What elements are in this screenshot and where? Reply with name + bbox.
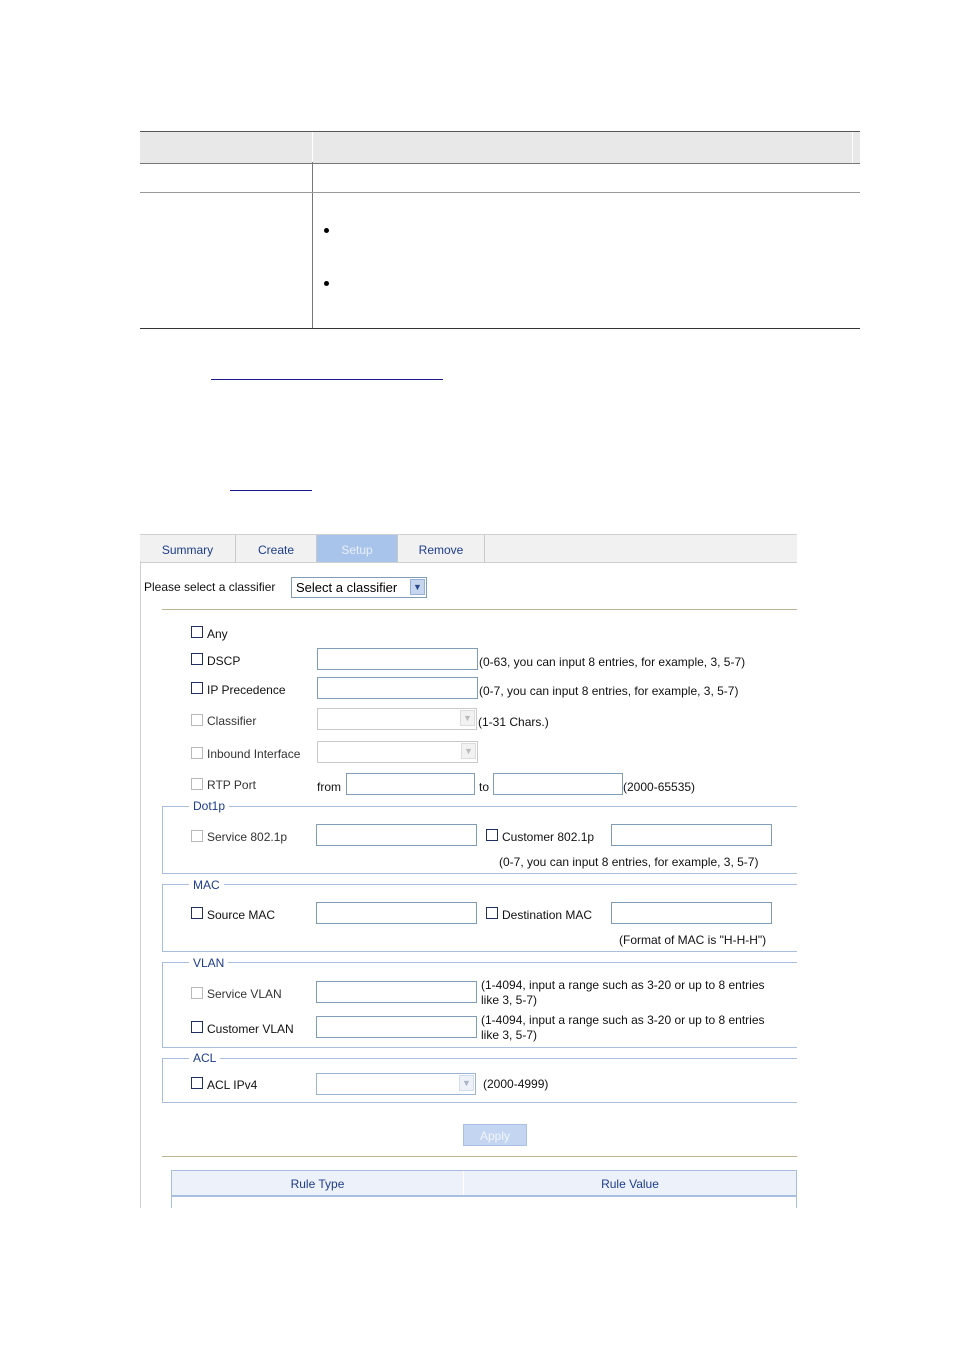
- dot1p-hint: (0-7, you can input 8 entries, for example, 3, 5-7): [499, 855, 759, 869]
- rtp-port-from-input[interactable]: [346, 773, 475, 795]
- column-header-rule-type[interactable]: Rule Type: [290, 1177, 345, 1191]
- inbound-interface-label: Inbound Interface: [207, 747, 301, 761]
- rtp-port-checkbox[interactable]: [191, 778, 203, 790]
- service-vlan-label: Service VLAN: [207, 987, 282, 1001]
- customer-802-1p-checkbox[interactable]: [486, 829, 498, 841]
- rtp-port-to-input[interactable]: [493, 773, 623, 795]
- header-separator: [852, 132, 853, 163]
- mac-hint: (Format of MAC is "H-H-H"): [619, 933, 767, 947]
- classifier-rule-select[interactable]: [317, 708, 477, 730]
- dscp-label: DSCP: [207, 654, 241, 668]
- dscp-hint: (0-63, you can input 8 entries, for example, 3, 5-7): [479, 655, 746, 669]
- customer-802-1p-input[interactable]: [611, 824, 772, 846]
- customer-vlan-checkbox[interactable]: [191, 1021, 203, 1033]
- document-table-header: [140, 131, 860, 164]
- service-vlan-input[interactable]: [316, 981, 477, 1003]
- divider: [162, 1156, 797, 1157]
- acl-ipv4-hint: (2000-4999): [483, 1077, 549, 1091]
- customer-802-1p-label: Customer 802.1p: [502, 830, 595, 844]
- rtp-port-label: RTP Port: [207, 778, 256, 792]
- ip-precedence-checkbox[interactable]: [191, 682, 203, 694]
- classifier-label: Classifier: [207, 714, 257, 728]
- tab-bar: [140, 534, 797, 563]
- destination-mac-checkbox[interactable]: [486, 907, 498, 919]
- source-mac-label: Source MAC: [207, 908, 276, 922]
- chevron-down-icon: ▼: [460, 710, 475, 726]
- chevron-down-icon[interactable]: ▼: [410, 579, 425, 595]
- divider: [162, 609, 797, 610]
- classifier-select-value: Select a classifier: [296, 580, 398, 595]
- column-header-rule-value[interactable]: Rule Value: [601, 1177, 659, 1191]
- service-802-1p-label: Service 802.1p: [207, 830, 288, 844]
- service-802-1p-checkbox[interactable]: [191, 830, 203, 842]
- service-802-1p-input[interactable]: [316, 824, 477, 846]
- panel-left-border: [140, 561, 141, 1208]
- service-vlan-checkbox[interactable]: [191, 987, 203, 999]
- rtp-port-hint: (2000-65535): [623, 780, 696, 794]
- document-table: [140, 131, 860, 329]
- qos-classifier-setup-panel: [140, 534, 797, 1208]
- tab-remove[interactable]: Remove: [398, 535, 485, 562]
- destination-mac-input[interactable]: [611, 902, 772, 924]
- bullet-point: [324, 281, 329, 286]
- header-separator: [312, 132, 313, 163]
- classifier-checkbox[interactable]: [191, 714, 203, 726]
- document-link-underline[interactable]: [230, 490, 312, 491]
- acl-fieldset: [162, 1058, 797, 1103]
- ip-precedence-hint: (0-7, you can input 8 entries, for example, 3, 5-7): [479, 684, 739, 698]
- any-checkbox[interactable]: [191, 626, 203, 638]
- source-mac-checkbox[interactable]: [191, 907, 203, 919]
- mac-legend: MAC: [189, 878, 224, 892]
- ip-precedence-input[interactable]: [317, 677, 478, 699]
- column-divider: [312, 162, 313, 329]
- customer-vlan-input[interactable]: [316, 1016, 477, 1038]
- classifier-select-label: Please select a classifier: [144, 580, 276, 594]
- any-label: Any: [207, 627, 228, 641]
- dscp-input[interactable]: [317, 648, 478, 670]
- service-vlan-hint: (1-4094, input a range such as 3-20 or up to 8 entries: [481, 978, 765, 992]
- customer-vlan-hint: (1-4094, input a range such as 3-20 or up to 8 entries: [481, 1013, 765, 1027]
- inbound-interface-checkbox[interactable]: [191, 747, 203, 759]
- rtp-port-to-label: to: [479, 780, 490, 794]
- apply-button[interactable]: Apply: [463, 1124, 527, 1146]
- bullet-point: [324, 228, 329, 233]
- acl-ipv4-checkbox[interactable]: [191, 1077, 203, 1089]
- vlan-legend: VLAN: [189, 956, 228, 970]
- rule-table-header: [172, 1171, 796, 1197]
- acl-ipv4-label: ACL IPv4: [207, 1078, 258, 1092]
- tab-setup[interactable]: Setup: [317, 535, 398, 562]
- table-bottom-border: [140, 328, 860, 329]
- row-divider: [140, 192, 860, 193]
- chevron-down-icon: ▼: [461, 743, 476, 759]
- acl-legend: ACL: [189, 1051, 220, 1065]
- service-vlan-hint: like 3, 5-7): [481, 993, 538, 1007]
- document-link-underline[interactable]: [211, 379, 443, 380]
- dot1p-legend: Dot1p: [189, 799, 229, 813]
- customer-vlan-hint: like 3, 5-7): [481, 1028, 538, 1042]
- source-mac-input[interactable]: [316, 902, 477, 924]
- ip-precedence-label: IP Precedence: [207, 683, 286, 697]
- classifier-select[interactable]: [291, 577, 427, 598]
- tab-create[interactable]: Create: [236, 535, 317, 562]
- acl-ipv4-select[interactable]: [316, 1073, 476, 1095]
- customer-vlan-label: Customer VLAN: [207, 1022, 294, 1036]
- rtp-port-from-label: from: [317, 780, 341, 794]
- rule-table: [171, 1170, 797, 1208]
- tab-summary[interactable]: Summary: [140, 535, 236, 562]
- destination-mac-label: Destination MAC: [502, 908, 593, 922]
- chevron-down-icon: ▼: [459, 1075, 474, 1091]
- inbound-interface-select[interactable]: [317, 741, 478, 763]
- dscp-checkbox[interactable]: [191, 653, 203, 665]
- classifier-hint: (1-31 Chars.): [478, 715, 549, 729]
